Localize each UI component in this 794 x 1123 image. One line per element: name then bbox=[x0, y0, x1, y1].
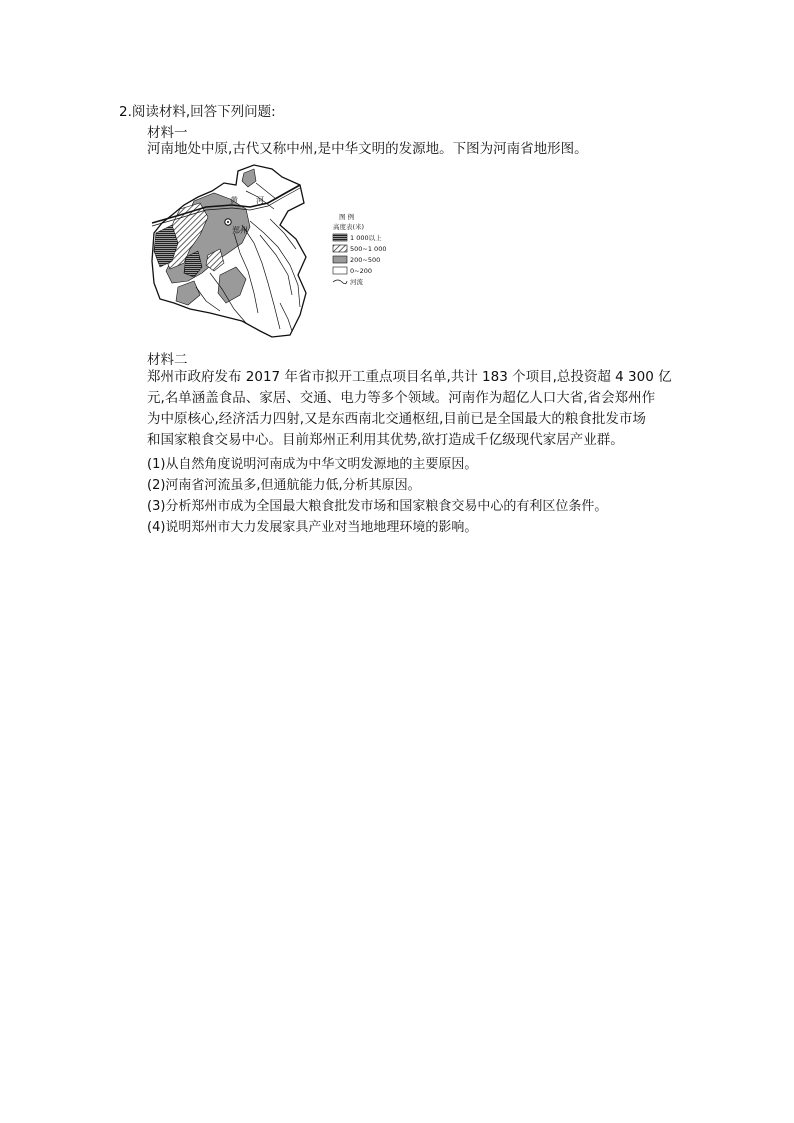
material-1-label: 材料一 bbox=[147, 125, 188, 141]
henan-terrain-map bbox=[150, 163, 410, 348]
question-title: 2.阅读材料,回答下列问题: bbox=[119, 104, 276, 120]
sub-question-1: (1)从自然角度说明河南成为中华文明发源地的主要原因。 bbox=[147, 457, 478, 472]
material-2-line-4: 和国家粮食交易中心。目前郑州正利用其优势,欲打造成千亿级现代家居产业群。 bbox=[147, 432, 624, 448]
material-2-line-3: 为中原核心,经济活力四射,又是东西南北交通枢纽,目前已是全国最大的粮食批发市场 bbox=[147, 411, 646, 427]
river-label-he: 河 bbox=[256, 196, 264, 205]
city-label-zhengzhou: 郑州 bbox=[232, 226, 248, 235]
river-label-huang: 黄 bbox=[230, 196, 238, 205]
legend-item-500: 500~1 000 bbox=[350, 245, 387, 253]
sub-question-4: (4)说明郑州市大力发展家具产业对当地地理环境的影响。 bbox=[147, 520, 478, 535]
material-2-line-2: 元,名单涵盖食品、家居、交通、电力等多个领域。河南作为超亿人口大省,省会郑州作 bbox=[147, 390, 656, 406]
legend-item-1000: 1 000以上 bbox=[350, 234, 382, 242]
legend-item-200: 200~500 bbox=[350, 256, 381, 264]
legend-item-0: 0~200 bbox=[350, 267, 372, 275]
map-legend bbox=[333, 212, 386, 286]
material-1-text: 河南地处中原,古代又称中州,是中华文明的发源地。下图为河南省地形图。 bbox=[147, 141, 588, 157]
legend-title: 图 例 bbox=[339, 213, 355, 221]
legend-subtitle: 高度表(米) bbox=[333, 223, 365, 231]
material-2-line-1: 郑州市政府发布 2017 年省市拟开工重点项目名单,共计 183 个项目,总投资超 4 300 亿 bbox=[147, 369, 672, 385]
sub-question-3: (3)分析郑州市成为全国最大粮食批发市场和国家粮食交易中心的有利区位条件。 bbox=[147, 499, 608, 514]
legend-item-river: 河流 bbox=[350, 278, 363, 286]
sub-question-2: (2)河南省河流虽多,但通航能力低,分析其原因。 bbox=[147, 478, 421, 493]
material-2-label: 材料二 bbox=[147, 352, 188, 368]
